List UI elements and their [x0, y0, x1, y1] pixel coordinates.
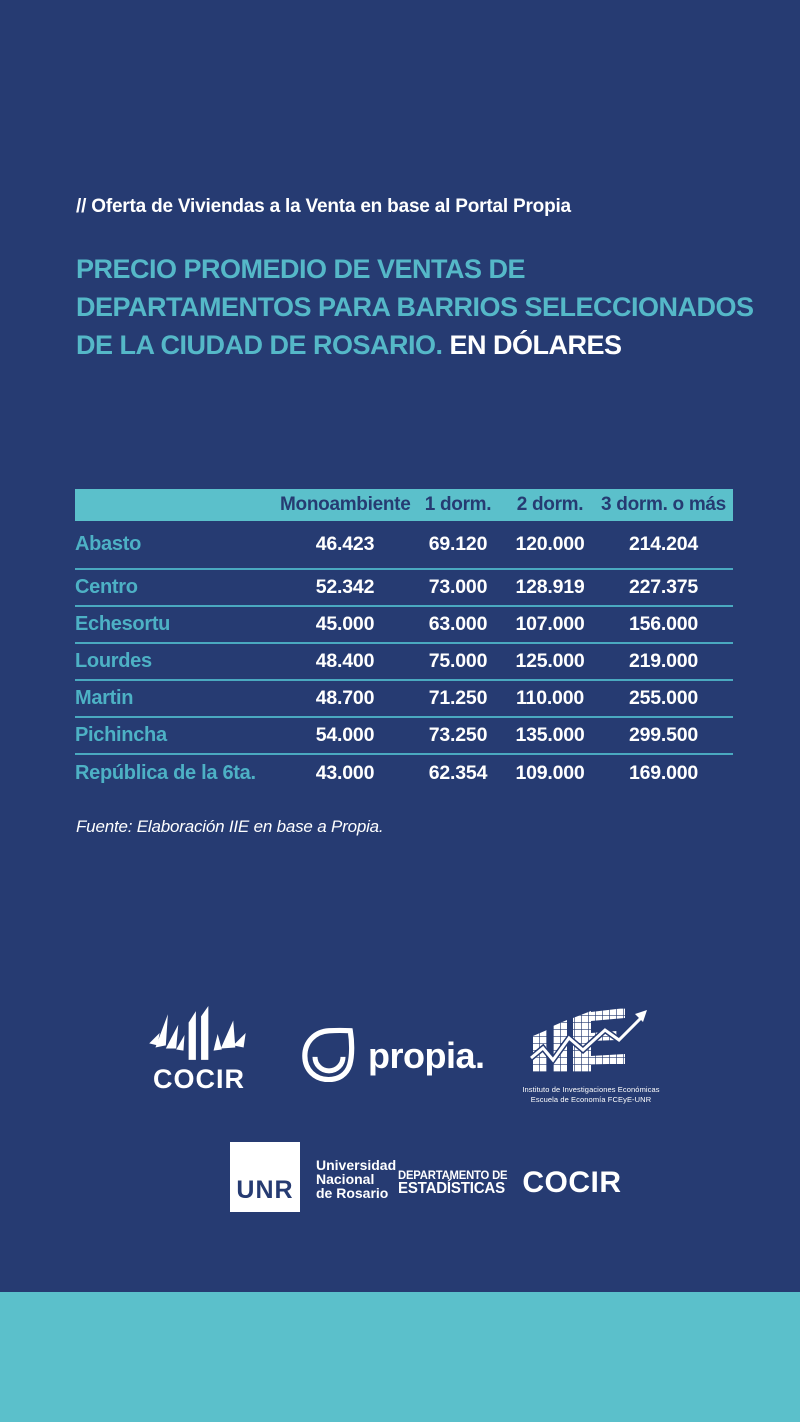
- cell-value: 54.000: [280, 717, 410, 754]
- row-label: Pichincha: [75, 717, 280, 754]
- header-cell-3dorm: 3 dorm. o más: [594, 489, 733, 521]
- title-line-3: [76, 326, 766, 364]
- row-label: Echesortu: [75, 606, 280, 643]
- unr-logo: [230, 1142, 396, 1212]
- row-label: Martin: [75, 680, 280, 717]
- page-title: [76, 250, 766, 364]
- iie-logo: [521, 1008, 661, 1105]
- header-cell-2dorm: 2 dorm.: [506, 489, 594, 521]
- cell-value: 45.000: [280, 606, 410, 643]
- dept-wordmark: [398, 1169, 507, 1197]
- table-row: [75, 754, 733, 791]
- cell-value: 69.120: [410, 521, 506, 569]
- cell-value: 73.250: [410, 717, 506, 754]
- table-row: [75, 521, 733, 569]
- row-label: Abasto: [75, 521, 280, 569]
- cell-value: 75.000: [410, 643, 506, 680]
- header-cell-1dorm: 1 dorm.: [410, 489, 506, 521]
- row-label: Lourdes: [75, 643, 280, 680]
- table-header-row: [75, 489, 733, 521]
- cell-value: 255.000: [594, 680, 733, 717]
- cell-value: 71.250: [410, 680, 506, 717]
- cell-value: 73.000: [410, 569, 506, 606]
- cell-value: 156.000: [594, 606, 733, 643]
- propia-smile-icon: [300, 1024, 358, 1087]
- cell-value: 169.000: [628, 761, 699, 784]
- cell-value: 63.000: [410, 606, 506, 643]
- unr-square-icon: [230, 1142, 300, 1212]
- cell-value: 214.204: [594, 521, 733, 569]
- cell-value: 48.400: [280, 643, 410, 680]
- unr-line-1: Universidad: [316, 1157, 397, 1173]
- unr-wordmark: [316, 1142, 396, 1212]
- cell-value: 107.000: [506, 606, 594, 643]
- cell-value: 135.000: [506, 717, 594, 754]
- cell-value: 110.000: [506, 680, 594, 717]
- table-row: [75, 717, 733, 754]
- dept-line-2: ESTADÍSTICAS: [398, 1180, 505, 1197]
- cell-value: 299.500: [594, 717, 733, 754]
- unr-acronym: UNR: [236, 1176, 294, 1204]
- row-label: Centro: [75, 569, 280, 606]
- iie-caption-line-1: Instituto de Investigaciones Económicas: [522, 1085, 660, 1094]
- cell-value: 48.700: [280, 680, 410, 717]
- table-row: [75, 569, 733, 606]
- table-header: [75, 489, 733, 521]
- iie-buildings-icon: [525, 1067, 657, 1084]
- iie-caption-line-2: Escuela de Economía FCEyE-UNR: [530, 1095, 652, 1104]
- source-note: Fuente: Elaboración IIE en base a Propia.: [76, 817, 384, 836]
- cell-value: 128.919: [506, 569, 594, 606]
- cell-value: 62.354: [428, 761, 488, 784]
- cell-value: 46.423: [280, 521, 410, 569]
- title-line-3-white: EN DÓLARES: [449, 330, 622, 360]
- cell-value: 120.000: [506, 521, 594, 569]
- bottom-teal-band: [0, 1292, 800, 1422]
- cell-value: 227.375: [594, 569, 733, 606]
- cocir-logo: [144, 1006, 254, 1095]
- dept-cocir-label: COCIR: [522, 1166, 622, 1199]
- title-line-1: PRECIO PROMEDIO DE VENTAS DE: [76, 254, 526, 284]
- propia-logo-label: propia.: [368, 1034, 485, 1076]
- dept-line-1: DEPARTAMENTO DE: [398, 1168, 508, 1182]
- table-row: [75, 643, 733, 680]
- cell-value: 109.000: [515, 761, 585, 784]
- unr-line-3: de Rosario: [316, 1185, 389, 1201]
- table-row: [75, 680, 733, 717]
- header-cell-empty: [75, 489, 280, 521]
- header-cell-monoambiente: Monoambiente: [280, 489, 410, 521]
- price-table: [75, 489, 733, 791]
- table-row: [75, 606, 733, 643]
- title-line-2: DEPARTAMENTOS PARA BARRIOS SELECCIONADOS: [76, 292, 754, 322]
- kicker-text: // Oferta de Viviendas a la Venta en base al Portal Propia: [76, 196, 571, 217]
- title-line-3-teal: DE LA CIUDAD DE ROSARIO.: [76, 330, 443, 360]
- cell-value: 52.342: [280, 569, 410, 606]
- unr-line-2: Nacional: [316, 1171, 375, 1187]
- cell-value: 219.000: [594, 643, 733, 680]
- dept-estadisticas-logo: [398, 1166, 622, 1200]
- cell-value: 43.000: [315, 761, 375, 784]
- row-label: República de la 6ta.: [75, 761, 256, 784]
- cocir-logo-label: COCIR: [153, 1064, 245, 1094]
- cell-value: 125.000: [506, 643, 594, 680]
- propia-logo: [300, 1024, 485, 1087]
